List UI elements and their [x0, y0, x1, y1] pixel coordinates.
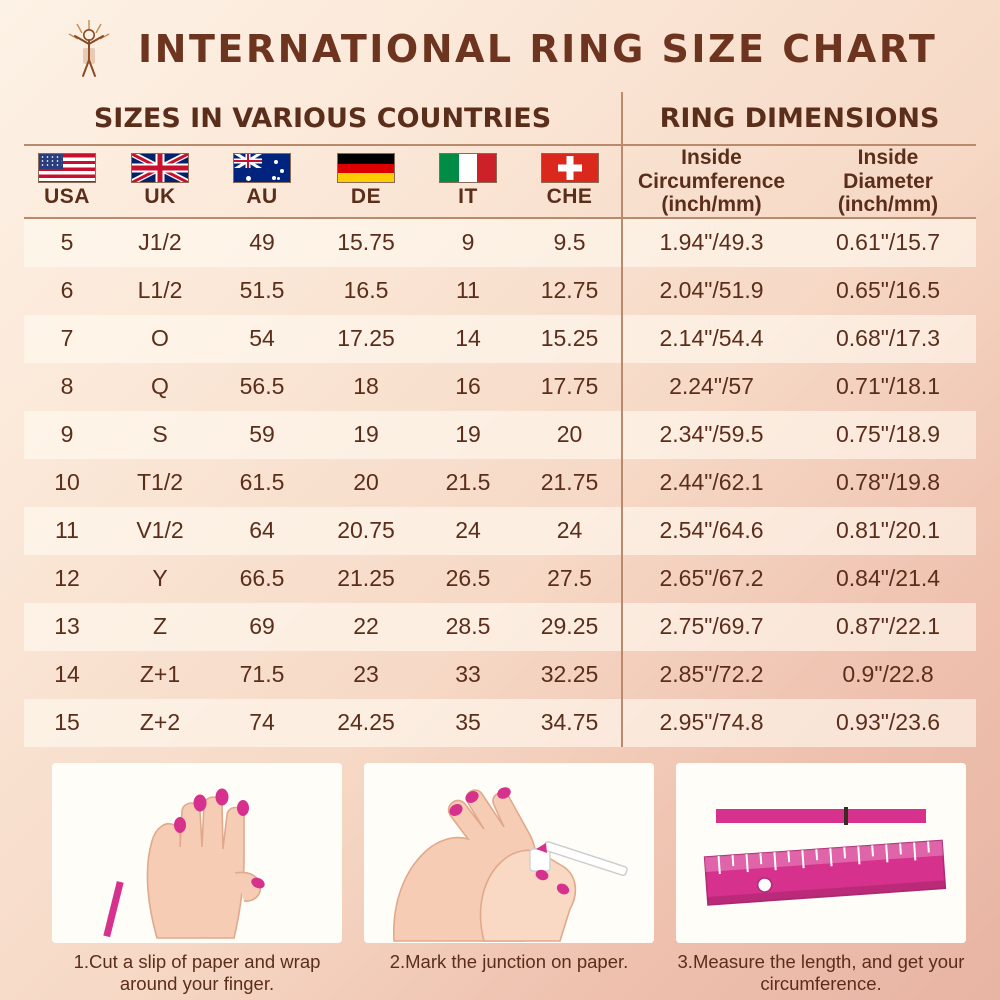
- step-3-caption: 3.Measure the length, and get your circumference.: [677, 950, 965, 994]
- table-cell: 15.25: [518, 315, 622, 363]
- column-header-row: [24, 145, 976, 218]
- instructions-section: [24, 763, 976, 995]
- table-cell: Z: [110, 603, 210, 651]
- hand-marking-paper-with-pen-illustration: [364, 763, 654, 943]
- hand-with-paper-strip-illustration: [52, 763, 342, 943]
- table-cell: O: [110, 315, 210, 363]
- table-row: [24, 699, 976, 747]
- table-row: [24, 411, 976, 459]
- instruction-step-1: [52, 763, 342, 995]
- ring-size-table-wrap: [24, 92, 976, 747]
- table-cell: 32.25: [540, 661, 599, 688]
- table-cell: 16.5: [343, 277, 389, 304]
- flag-usa-icon: [38, 153, 96, 183]
- table-cell: 13: [24, 603, 110, 651]
- column-header-uk: [110, 145, 210, 218]
- table-cell: 69: [210, 603, 314, 651]
- table-row: [24, 267, 976, 315]
- table-cell: 5: [24, 218, 110, 267]
- table-cell: 2.65"/67.2: [622, 555, 800, 603]
- circumference-line3: (inch/mm): [661, 193, 762, 217]
- table-cell: 21.25: [337, 565, 395, 592]
- table-cell: 17.25: [314, 315, 418, 363]
- table-cell: 0.87"/22.1: [800, 603, 976, 651]
- risen-christ-logo-icon: [58, 18, 120, 80]
- table-cell: 26.5: [445, 565, 491, 592]
- table-cell: 16: [455, 373, 481, 400]
- flag-che-icon: [541, 153, 599, 183]
- table-cell: 24: [418, 507, 518, 555]
- diameter-line3: (inch/mm): [837, 193, 939, 217]
- table-cell: 33: [455, 661, 481, 688]
- group-header-countries: SIZES IN VARIOUS COUNTRIES: [93, 102, 552, 134]
- table-cell: 9: [24, 411, 110, 459]
- table-body: [24, 218, 976, 747]
- group-header-row: [24, 92, 976, 144]
- table-cell: 2.34"/59.5: [622, 411, 800, 459]
- table-cell: J1/2: [110, 218, 210, 267]
- column-header-circumference: [622, 145, 800, 218]
- table-cell: 8: [60, 373, 74, 400]
- column-header-che: [518, 145, 622, 218]
- table-cell: T1/2: [136, 469, 184, 496]
- table-cell: 17.75: [540, 373, 599, 400]
- table-cell: 74: [210, 699, 314, 747]
- table-cell: 0.84"/21.4: [835, 565, 941, 592]
- table-cell: 51.5: [239, 277, 285, 304]
- table-cell: 49: [210, 218, 314, 267]
- table-cell: 1.94"/49.3: [622, 218, 800, 267]
- flag-it-icon: [439, 153, 497, 183]
- table-cell: 0.68"/17.3: [800, 315, 976, 363]
- table-cell: 7: [24, 315, 110, 363]
- table-cell: 2.14"/54.4: [622, 315, 800, 363]
- table-cell: 0.81"/20.1: [800, 507, 976, 555]
- table-cell: 2.44"/62.1: [622, 459, 800, 507]
- table-cell: 12.75: [540, 277, 599, 304]
- table-cell: 11: [24, 507, 110, 555]
- table-cell: 15.75: [314, 218, 418, 267]
- table-cell: Z+2: [110, 699, 210, 747]
- ring-size-table: [24, 92, 976, 747]
- table-row: [24, 603, 976, 651]
- table-row: [24, 507, 976, 555]
- column-header-diameter: [800, 145, 976, 218]
- step-2-caption: 2.Mark the junction on paper.: [389, 950, 629, 972]
- table-cell: 10: [54, 469, 80, 496]
- table-cell: 23: [353, 661, 379, 688]
- column-code-usa: USA: [44, 185, 90, 209]
- table-cell: 14: [54, 661, 80, 688]
- table-cell: 0.61"/15.7: [800, 218, 976, 267]
- table-cell: 18: [353, 373, 379, 400]
- diameter-line2: Diameter: [843, 169, 933, 193]
- instruction-step-2: [364, 763, 654, 995]
- table-cell: 2.24"/57: [622, 363, 800, 411]
- page-title: INTERNATIONAL RING SIZE CHART: [138, 27, 938, 71]
- table-row: [24, 555, 976, 603]
- column-code-de: DE: [350, 185, 382, 209]
- ruler-measuring-paper-strip-illustration: [676, 763, 966, 943]
- table-cell: 0.9"/22.8: [842, 661, 934, 688]
- table-cell: 34.75: [518, 699, 622, 747]
- flag-uk-icon: [131, 153, 189, 183]
- column-code-uk: UK: [144, 185, 176, 209]
- instruction-step-3: [676, 763, 966, 995]
- table-cell: 64: [210, 507, 314, 555]
- table-cell: 15: [24, 699, 110, 747]
- table-row: [24, 218, 976, 267]
- circumference-line2: Circumference: [637, 169, 786, 193]
- column-code-it: IT: [458, 185, 478, 209]
- page-header: [24, 10, 976, 88]
- diameter-line1: Inside: [857, 146, 919, 169]
- table-row: [24, 363, 976, 411]
- table-row: [24, 315, 976, 363]
- table-cell: 0.65"/16.5: [835, 277, 941, 304]
- table-cell: 20: [518, 411, 622, 459]
- table-cell: 19: [314, 411, 418, 459]
- table-cell: 14: [418, 315, 518, 363]
- column-code-au: AU: [246, 185, 278, 209]
- table-cell: 20: [353, 469, 379, 496]
- table-cell: 21.5: [445, 469, 491, 496]
- table-cell: 0.71"/18.1: [835, 373, 941, 400]
- table-cell: V1/2: [110, 507, 210, 555]
- flag-de-icon: [337, 153, 395, 183]
- table-cell: 66.5: [239, 565, 285, 592]
- table-cell: 71.5: [239, 661, 285, 688]
- table-cell: 54: [210, 315, 314, 363]
- table-cell: 19: [418, 411, 518, 459]
- table-cell: 24.25: [314, 699, 418, 747]
- table-cell: 0.93"/23.6: [800, 699, 976, 747]
- table-cell: 2.95"/74.8: [622, 699, 800, 747]
- column-header-it: [418, 145, 518, 218]
- column-header-usa: [24, 145, 110, 218]
- table-cell: 29.25: [518, 603, 622, 651]
- table-row: [24, 651, 976, 699]
- table-cell: 11: [456, 277, 480, 304]
- table-cell: 20.75: [314, 507, 418, 555]
- table-cell: 2.54"/64.6: [622, 507, 800, 555]
- group-header-dimensions: RING DIMENSIONS: [622, 92, 976, 144]
- table-cell: 2.75"/69.7: [622, 603, 800, 651]
- circumference-line1: Inside: [681, 146, 742, 169]
- table-cell: 22: [314, 603, 418, 651]
- table-cell: 0.75"/18.9: [800, 411, 976, 459]
- table-cell: 21.75: [540, 469, 599, 496]
- table-cell: Q: [151, 373, 169, 400]
- table-cell: 27.5: [547, 565, 592, 592]
- table-cell: 9: [418, 218, 518, 267]
- table-cell: 59: [210, 411, 314, 459]
- step-1-caption: 1.Cut a slip of paper and wrap around your finger.: [73, 950, 321, 994]
- table-cell: 6: [60, 277, 74, 304]
- table-row: [24, 459, 976, 507]
- table-cell: L1/2: [137, 277, 183, 304]
- table-cell: Z+1: [139, 661, 181, 688]
- table-cell: 56.5: [239, 373, 285, 400]
- column-header-de: [314, 145, 418, 218]
- table-cell: 9.5: [518, 218, 622, 267]
- table-cell: 0.78"/19.8: [835, 469, 941, 496]
- table-cell: 12: [54, 565, 80, 592]
- table-cell: 28.5: [418, 603, 518, 651]
- column-header-au: [210, 145, 314, 218]
- table-cell: S: [110, 411, 210, 459]
- table-cell: Y: [152, 565, 168, 592]
- flag-au-icon: [233, 153, 291, 183]
- table-cell: 2.04"/51.9: [622, 267, 800, 315]
- table-cell: 35: [418, 699, 518, 747]
- table-cell: 61.5: [239, 469, 285, 496]
- table-cell: 24: [518, 507, 622, 555]
- table-cell: 2.85"/72.2: [622, 651, 800, 699]
- column-code-che: CHE: [546, 185, 593, 209]
